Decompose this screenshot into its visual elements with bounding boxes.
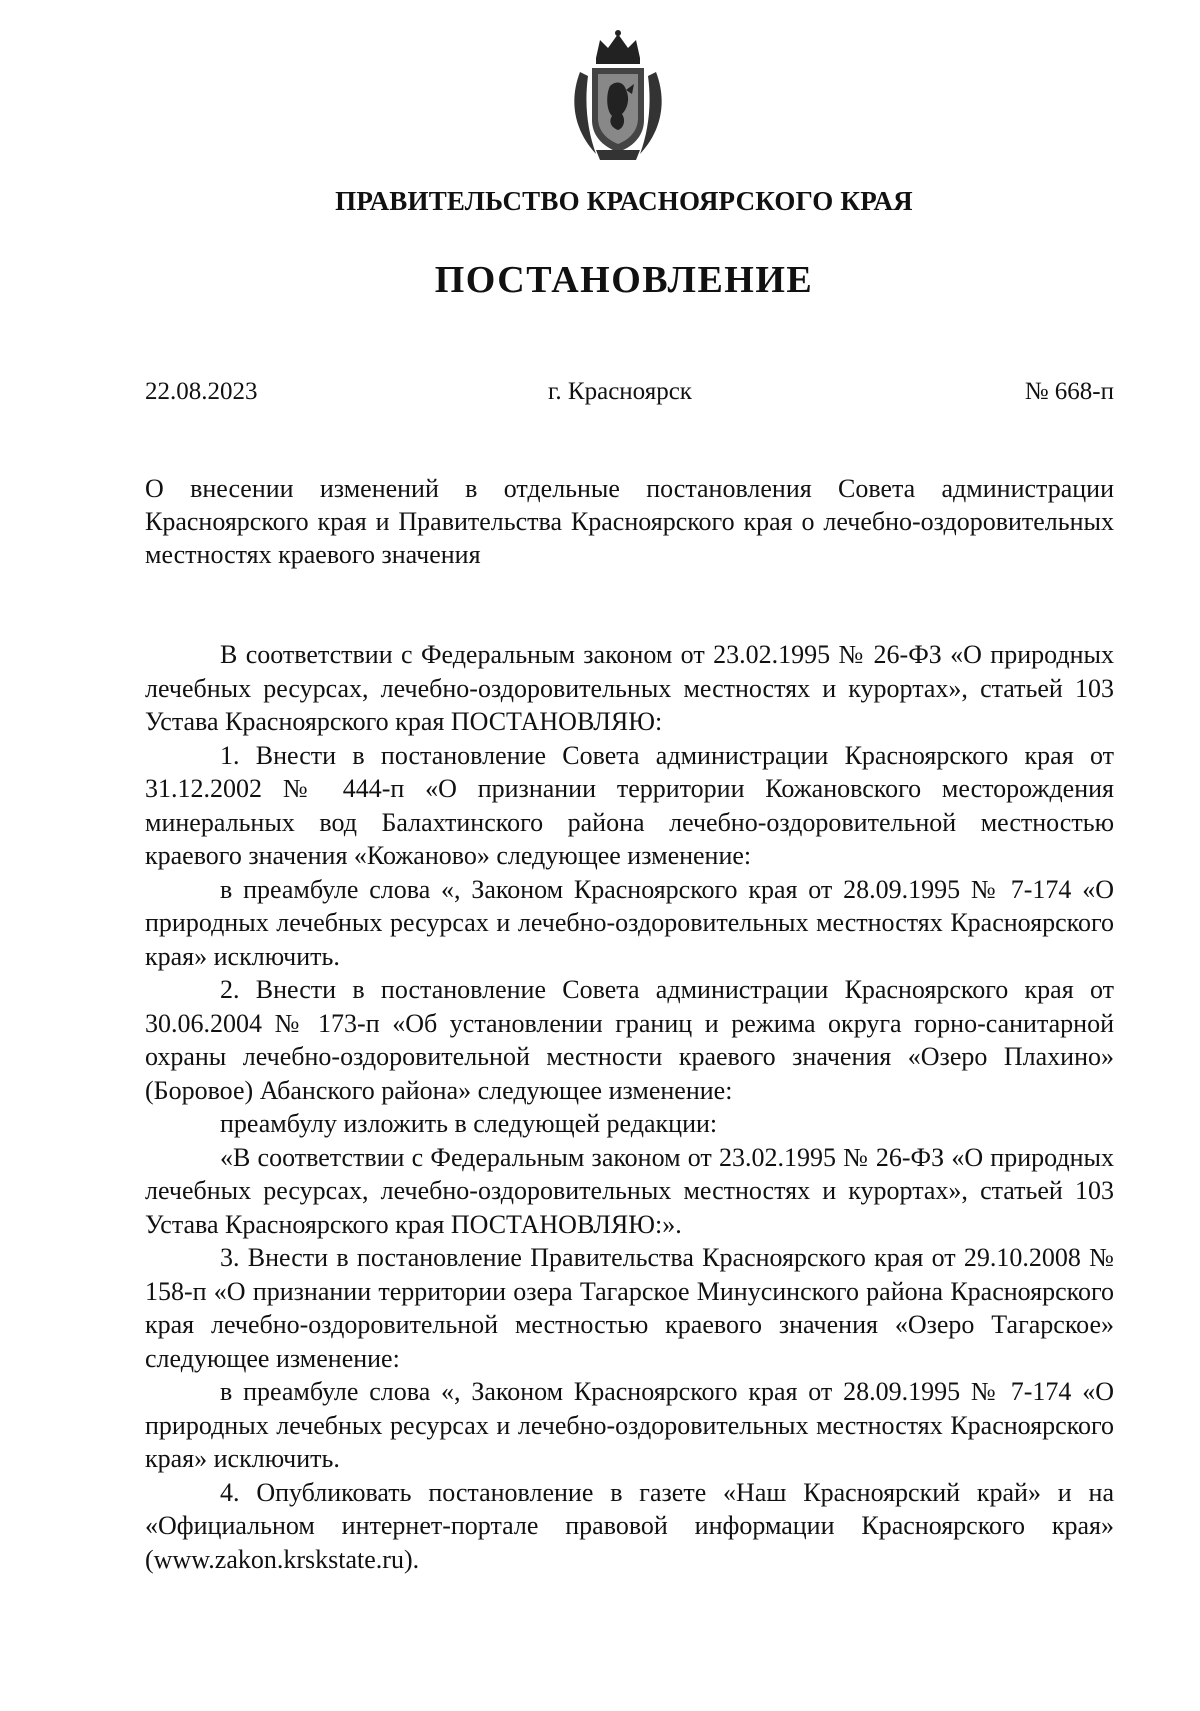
body-paragraph: в преамбуле слова «, Законом Красноярского края от 28.09.1995 № 7-174 «О природных лечебных ресурсах и лечебно-оздоровительных местностях Красноярского края» исключить. <box>145 874 1114 971</box>
body-paragraph: 1. Внести в постановление Совета администрации Красноярского края от 31.12.2002 № 444-п «О признании территории Кожановского месторождения минеральных вод Балахтинского района лечебно-оздоровительной местностью краевого значения «Кожаново» следующее изменение: <box>145 740 1114 870</box>
document-date: 22.08.2023 <box>145 378 258 405</box>
document-number: № 668-п <box>1024 378 1114 405</box>
body-paragraph: 4. Опубликовать постановление в газете «Наш Красноярский край» и на «Официальном интернет-портале правовой информации Красноярского края» (www.zakon.krskstate.ru). <box>145 1477 1114 1574</box>
document-city: г. Красноярск <box>548 378 692 405</box>
document-type: ПОСТАНОВЛЕНИЕ <box>434 259 814 301</box>
body-paragraph: в преамбуле слова «, Законом Красноярского края от 28.09.1995 № 7-174 «О природных лечебных ресурсах и лечебно-оздоровительных местностях Красноярского края» исключить. <box>145 1377 1114 1473</box>
body-paragraph: «В соответствии с Федеральным законом от 23.02.1995 № 26-ФЗ «О природных лечебных ресурсах, лечебно-оздоровительных местностях и курортах», статьей 103 Устава Красноярского края ПОСТАНОВЛЯЮ:». <box>145 1142 1114 1239</box>
body-paragraph: преамбулу изложить в следующей редакции: <box>220 1109 718 1138</box>
body-paragraph: 2. Внести в постановление Совета администрации Красноярского края от 30.06.2004 № 173-п «Об установлении границ и режима округа горно-санитарной охраны лечебно-оздоровительной местности краевого значения «Озеро Плахино» (Боровое) Абанского района» следующее изменение: <box>145 975 1114 1105</box>
document-subject: О внесении изменений в отдельные постановления Совета администрации Красноярского края и Правительства Красноярского края о лечебно-оздоровительных местностях краевого значения <box>145 474 1114 569</box>
krasnoyarsk-coat-of-arms-icon <box>566 28 670 164</box>
document-body <box>145 638 1114 1576</box>
body-paragraph: В соответствии с Федеральным законом от 23.02.1995 № 26-ФЗ «О природных лечебных ресурсах, лечебно-оздоровительных местностях и курортах», статьей 103 Устава Красноярского края ПОСТАНОВЛЯЮ: <box>145 640 1114 736</box>
government-name: ПРАВИТЕЛЬСТВО КРАСНОЯРСКОГО КРАЯ <box>335 186 913 216</box>
body-paragraph: 3. Внести в постановление Правительства Красноярского края от 29.10.2008 № 158-п «О признании территории озера Тагарское Минусинского района Красноярского края лечебно-оздоровительной местностью краевого значения «Озеро Тагарское» следующее изменение: <box>145 1243 1114 1373</box>
